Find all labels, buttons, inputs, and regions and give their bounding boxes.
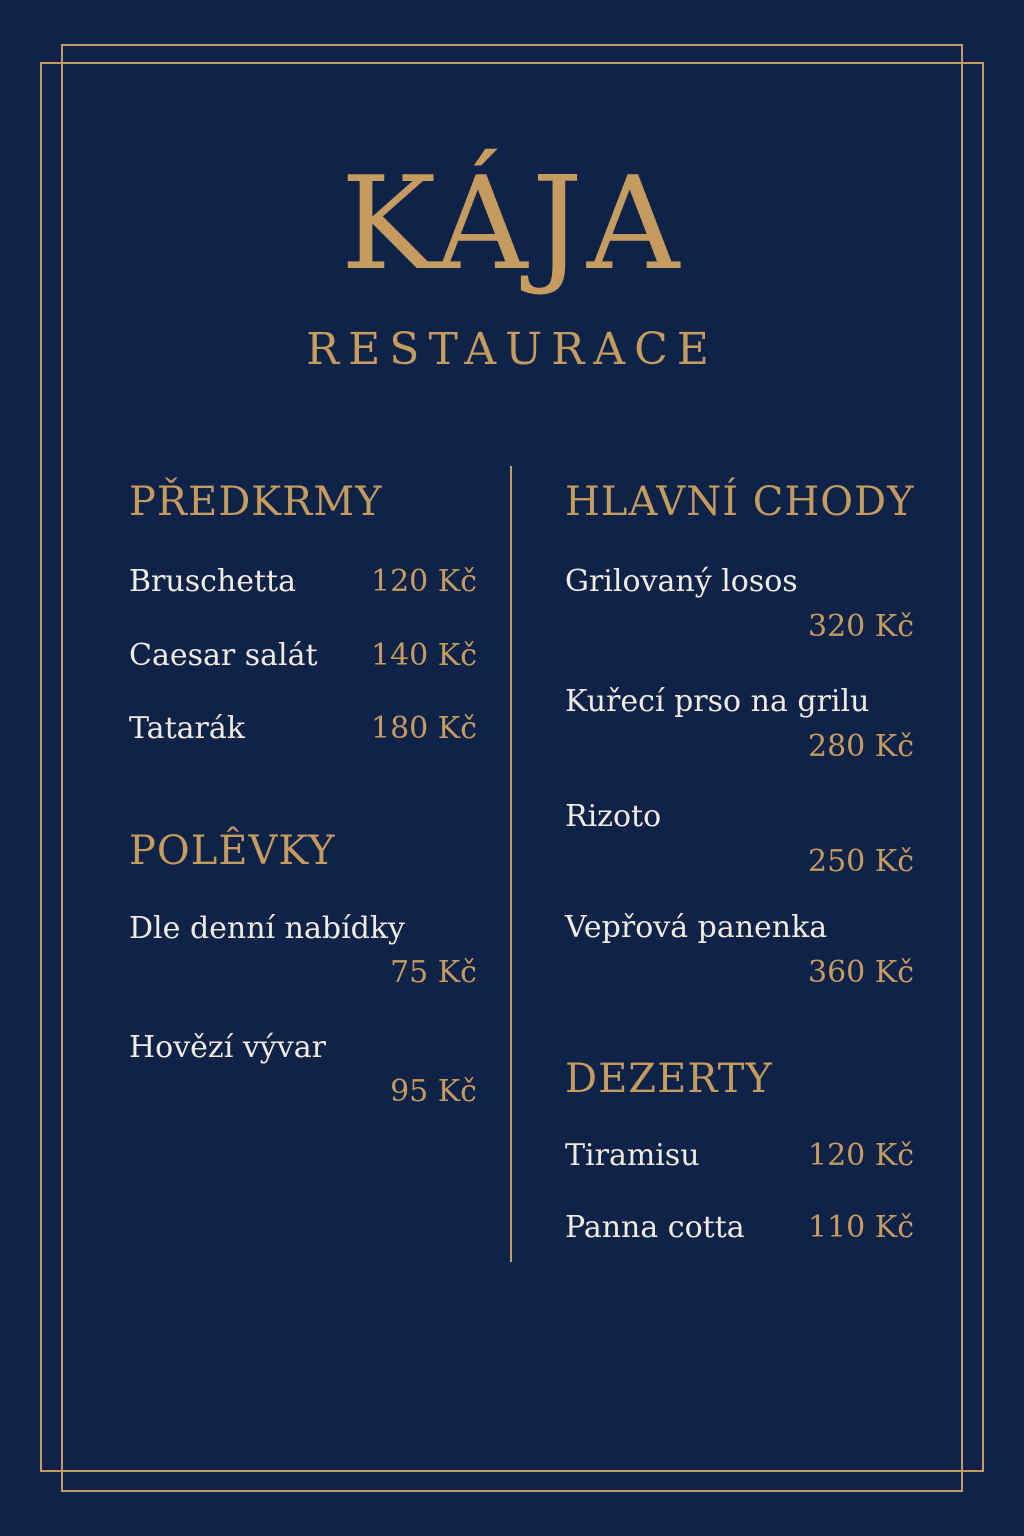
- menu-item-price: 110 Kč: [807, 1210, 914, 1245]
- restaurant-subtitle: RESTAURACE: [306, 324, 718, 375]
- menu-item-price: 180 Kč: [370, 711, 477, 746]
- menu-item-name: Rizoto: [565, 799, 662, 834]
- menu-item-price: 250 Kč: [807, 844, 914, 879]
- menu-item-name: Kuřecí prso na grilu: [565, 684, 870, 719]
- section-title-soups: POLÊVKY: [129, 828, 336, 874]
- menu-item-name: Panna cotta: [565, 1210, 745, 1245]
- menu-item-price: 95 Kč: [390, 1074, 477, 1109]
- section-title-mains: HLAVNÍ CHODY: [565, 479, 915, 525]
- column-divider: [510, 466, 512, 1262]
- menu-item-price: 120 Kč: [807, 1138, 914, 1173]
- menu-item-name: Tiramisu: [565, 1138, 700, 1173]
- menu-item-price: 320 Kč: [807, 609, 914, 644]
- menu-item-price: 360 Kč: [807, 955, 914, 990]
- menu-item-name: Caesar salát: [129, 638, 318, 673]
- menu-item-name: Tatarák: [129, 711, 245, 746]
- section-title-desserts: DEZERTY: [565, 1056, 773, 1102]
- restaurant-logo: KÁJA: [340, 150, 684, 299]
- menu-item-price: 140 Kč: [370, 638, 477, 673]
- menu-item-price: 75 Kč: [390, 955, 477, 990]
- menu-item-price: 280 Kč: [807, 729, 914, 764]
- menu-item-name: Hovězí vývar: [129, 1030, 326, 1065]
- menu-item-name: Dle denní nabídky: [129, 911, 406, 946]
- menu-item-name: Vepřová panenka: [565, 910, 828, 945]
- menu-item-price: 120 Kč: [370, 564, 477, 599]
- menu-item-name: Bruschetta: [129, 564, 296, 599]
- section-title-starters: PŘEDKRMY: [129, 479, 383, 525]
- menu-item-name: Grilovaný losos: [565, 564, 798, 599]
